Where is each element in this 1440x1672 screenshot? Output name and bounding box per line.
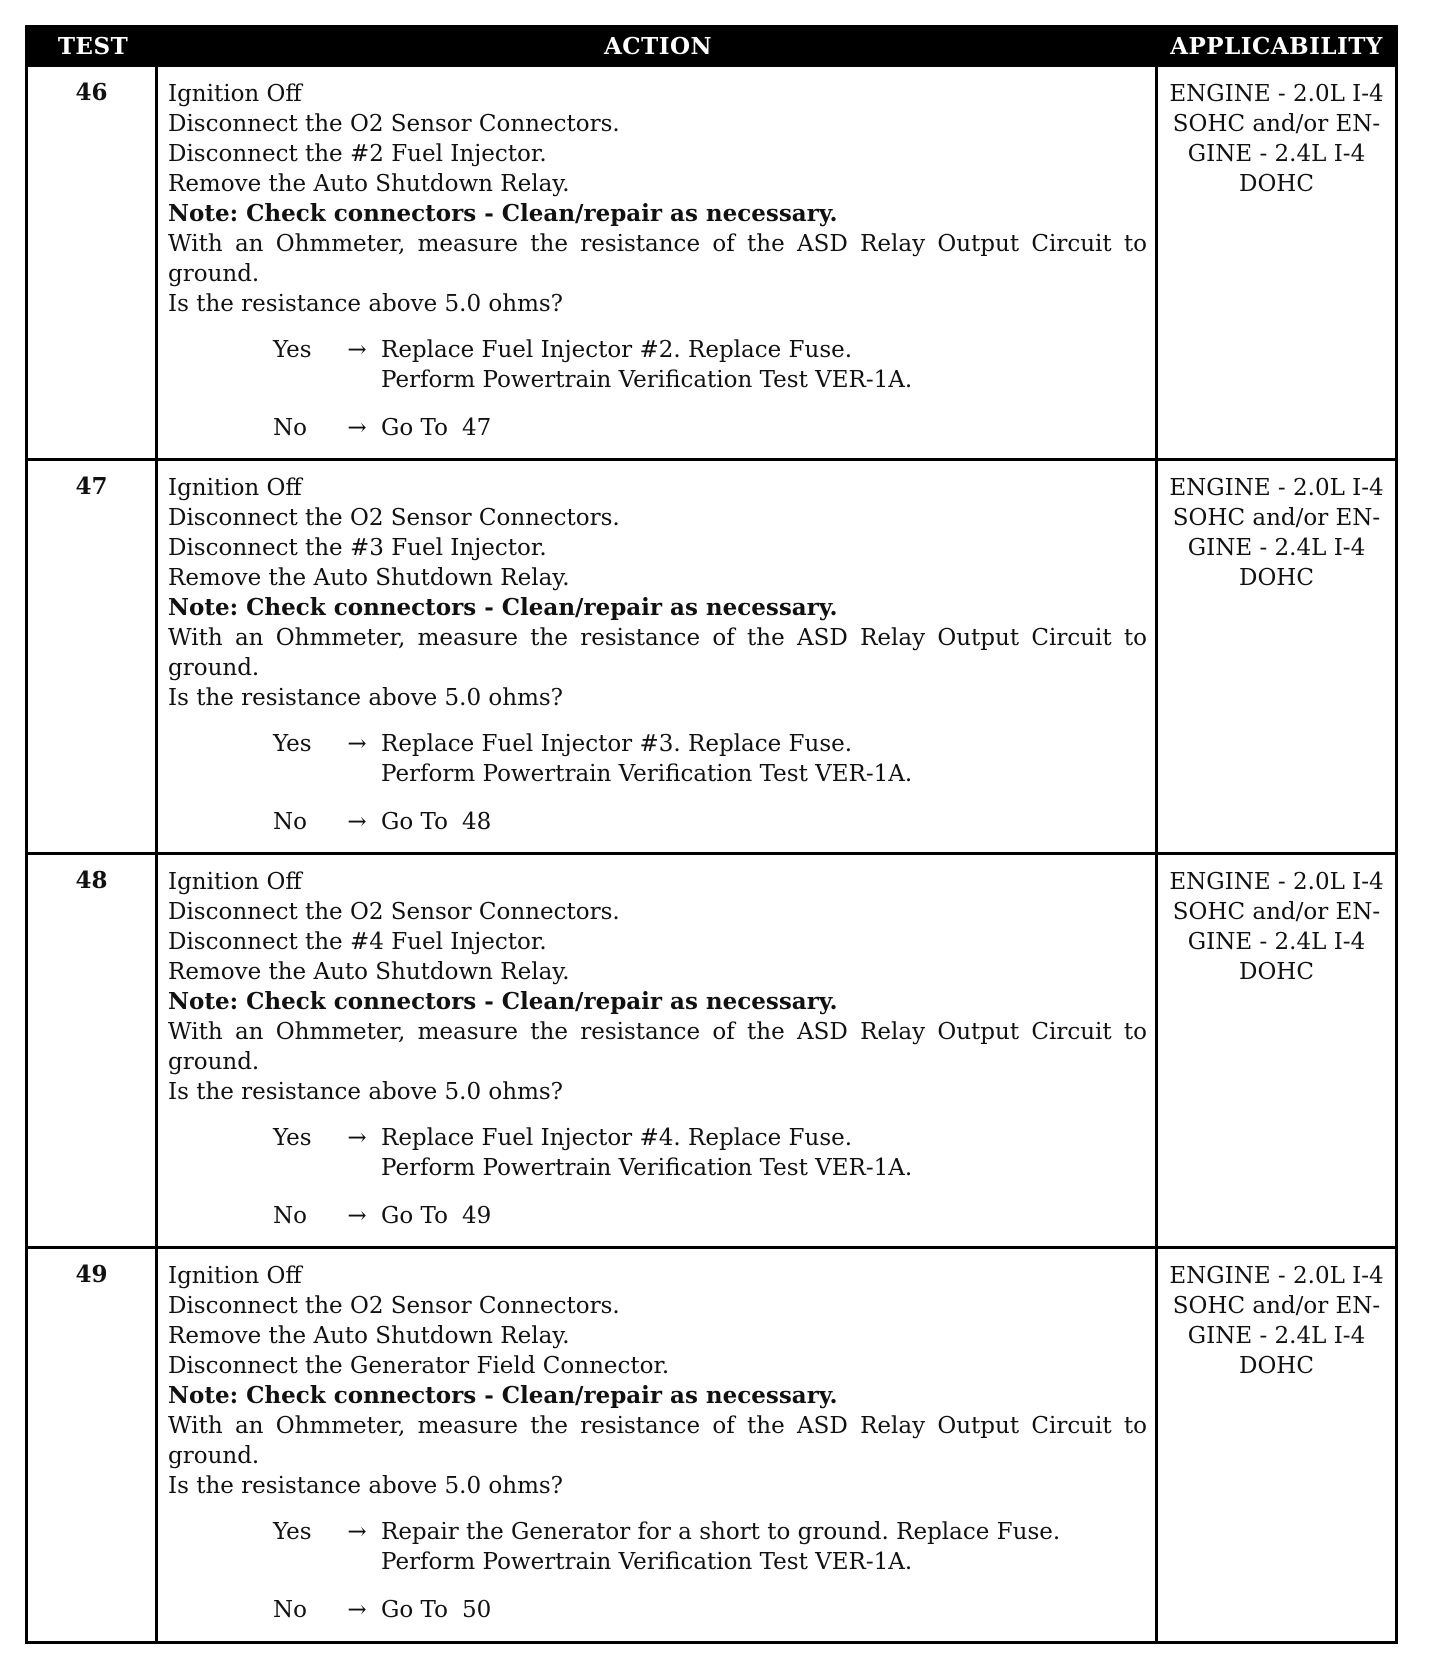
no-label: No [273, 809, 307, 835]
action-measure: With an Ohmmeter, measure the resistance of the ASD Relay Output Circuit to ground. [168, 1019, 1147, 1075]
no-result [381, 807, 1147, 837]
diagnostic-table [25, 25, 1398, 1644]
applicability-line: DOHC [1239, 1353, 1314, 1379]
no-result [381, 413, 1147, 443]
answer-branches [168, 729, 1147, 837]
test-number: 46 [28, 67, 158, 458]
goto-target: 47 [461, 415, 492, 441]
yes-label: Yes [273, 1519, 312, 1545]
yes-label: Yes [273, 731, 312, 757]
header-applicability: APPLICABILITY [1170, 32, 1383, 60]
action-step: Disconnect the #3 Fuel Injector. [168, 535, 547, 561]
action-cell [158, 855, 1158, 1246]
test-number: 49 [28, 1249, 158, 1641]
applicability-line: GINE - 2.4L I-4 [1187, 141, 1366, 167]
yes-result [381, 1517, 1147, 1577]
table-row [28, 67, 1395, 461]
action-measure: With an Ohmmeter, measure the resistance of the ASD Relay Output Circuit to ground. [168, 231, 1147, 287]
action-step: Remove the Auto Shutdown Relay. [168, 171, 570, 197]
applicability-line: GINE - 2.4L I-4 [1187, 929, 1366, 955]
yes-result [381, 335, 1147, 395]
no-label: No [273, 1203, 307, 1229]
right-arrow-icon: → [347, 1519, 367, 1545]
action-step: Disconnect the O2 Sensor Connectors. [168, 505, 620, 531]
applicability-line: DOHC [1239, 171, 1314, 197]
applicability-line: DOHC [1239, 959, 1314, 985]
no-branch [273, 1595, 1147, 1625]
right-arrow-icon: → [347, 809, 367, 835]
yes-branch [273, 335, 1147, 395]
test-number: 47 [28, 461, 158, 852]
action-cell [158, 461, 1158, 852]
action-step: Disconnect the O2 Sensor Connectors. [168, 899, 620, 925]
no-label: No [273, 1597, 307, 1623]
test-number: 48 [28, 855, 158, 1246]
answer-branches [168, 1517, 1147, 1625]
applicability-cell [1158, 461, 1395, 852]
action-note: Note: Check connectors - Clean/repair as necessary. [168, 200, 838, 227]
action-question: Is the resistance above 5.0 ohms? [168, 685, 564, 711]
yes-result-line: Replace Fuel Injector #3. Replace Fuse. [381, 731, 853, 757]
applicability-line: ENGINE - 2.0L I-4 [1169, 475, 1384, 501]
goto-label: Go To [381, 1203, 448, 1229]
right-arrow-icon: → [347, 731, 367, 757]
answer-branches [168, 335, 1147, 443]
action-step: Remove the Auto Shutdown Relay. [168, 565, 570, 591]
table-header [28, 25, 1395, 67]
table-row [28, 1249, 1395, 1641]
yes-result-line: Perform Powertrain Verification Test VER-1A. [381, 1155, 913, 1181]
no-result [381, 1595, 1147, 1625]
applicability-line: SOHC and/or EN- [1172, 505, 1381, 531]
yes-branch [273, 729, 1147, 789]
action-question: Is the resistance above 5.0 ohms? [168, 291, 564, 317]
yes-label: Yes [273, 337, 312, 363]
action-step: Ignition Off [168, 1263, 302, 1289]
no-label: No [273, 415, 307, 441]
goto-target: 50 [461, 1597, 492, 1623]
action-step: Remove the Auto Shutdown Relay. [168, 1323, 570, 1349]
action-note: Note: Check connectors - Clean/repair as necessary. [168, 1382, 838, 1409]
yes-branch [273, 1123, 1147, 1183]
right-arrow-icon: → [347, 337, 367, 363]
action-step: Disconnect the #4 Fuel Injector. [168, 929, 547, 955]
yes-result-line: Replace Fuel Injector #2. Replace Fuse. [381, 337, 853, 363]
applicability-cell [1158, 855, 1395, 1246]
applicability-line: GINE - 2.4L I-4 [1187, 535, 1366, 561]
action-step: Disconnect the Generator Field Connector. [168, 1353, 670, 1379]
goto-target: 48 [461, 809, 492, 835]
applicability-line: SOHC and/or EN- [1172, 111, 1381, 137]
yes-result-line: Replace Fuel Injector #4. Replace Fuse. [381, 1125, 853, 1151]
action-step: Remove the Auto Shutdown Relay. [168, 959, 570, 985]
applicability-cell [1158, 1249, 1395, 1641]
no-result [381, 1201, 1147, 1231]
yes-result-line: Repair the Generator for a short to ground. Replace Fuse. [381, 1519, 1061, 1545]
yes-branch [273, 1517, 1147, 1577]
action-cell [158, 67, 1158, 458]
right-arrow-icon: → [347, 415, 367, 441]
action-step: Disconnect the #2 Fuel Injector. [168, 141, 547, 167]
yes-result [381, 729, 1147, 789]
table-row [28, 855, 1395, 1249]
table-row [28, 461, 1395, 855]
yes-result-line: Perform Powertrain Verification Test VER-1A. [381, 1549, 913, 1575]
yes-result [381, 1123, 1147, 1183]
right-arrow-icon: → [347, 1203, 367, 1229]
action-step: Disconnect the O2 Sensor Connectors. [168, 111, 620, 137]
yes-result-line: Perform Powertrain Verification Test VER-1A. [381, 761, 913, 787]
applicability-line: SOHC and/or EN- [1172, 899, 1381, 925]
action-question: Is the resistance above 5.0 ohms? [168, 1079, 564, 1105]
no-branch [273, 1201, 1147, 1231]
action-measure: With an Ohmmeter, measure the resistance of the ASD Relay Output Circuit to ground. [168, 1413, 1147, 1469]
right-arrow-icon: → [347, 1125, 367, 1151]
action-step: Ignition Off [168, 81, 302, 107]
goto-label: Go To [381, 415, 448, 441]
yes-label: Yes [273, 1125, 312, 1151]
action-note: Note: Check connectors - Clean/repair as necessary. [168, 988, 838, 1015]
action-cell [158, 1249, 1158, 1641]
goto-label: Go To [381, 809, 448, 835]
action-step: Ignition Off [168, 475, 302, 501]
yes-result-line: Perform Powertrain Verification Test VER-1A. [381, 367, 913, 393]
no-branch [273, 807, 1147, 837]
action-step: Ignition Off [168, 869, 302, 895]
applicability-line: DOHC [1239, 565, 1314, 591]
applicability-line: ENGINE - 2.0L I-4 [1169, 869, 1384, 895]
header-action: ACTION [603, 32, 713, 60]
applicability-line: SOHC and/or EN- [1172, 1293, 1381, 1319]
action-note: Note: Check connectors - Clean/repair as necessary. [168, 594, 838, 621]
applicability-cell [1158, 67, 1395, 458]
action-measure: With an Ohmmeter, measure the resistance of the ASD Relay Output Circuit to ground. [168, 625, 1147, 681]
action-question: Is the resistance above 5.0 ohms? [168, 1473, 564, 1499]
action-step: Disconnect the O2 Sensor Connectors. [168, 1293, 620, 1319]
answer-branches [168, 1123, 1147, 1231]
right-arrow-icon: → [347, 1597, 367, 1623]
applicability-line: GINE - 2.4L I-4 [1187, 1323, 1366, 1349]
applicability-line: ENGINE - 2.0L I-4 [1169, 1263, 1384, 1289]
goto-label: Go To [381, 1597, 448, 1623]
goto-target: 49 [461, 1203, 492, 1229]
header-test: TEST [57, 32, 129, 60]
no-branch [273, 413, 1147, 443]
applicability-line: ENGINE - 2.0L I-4 [1169, 81, 1384, 107]
